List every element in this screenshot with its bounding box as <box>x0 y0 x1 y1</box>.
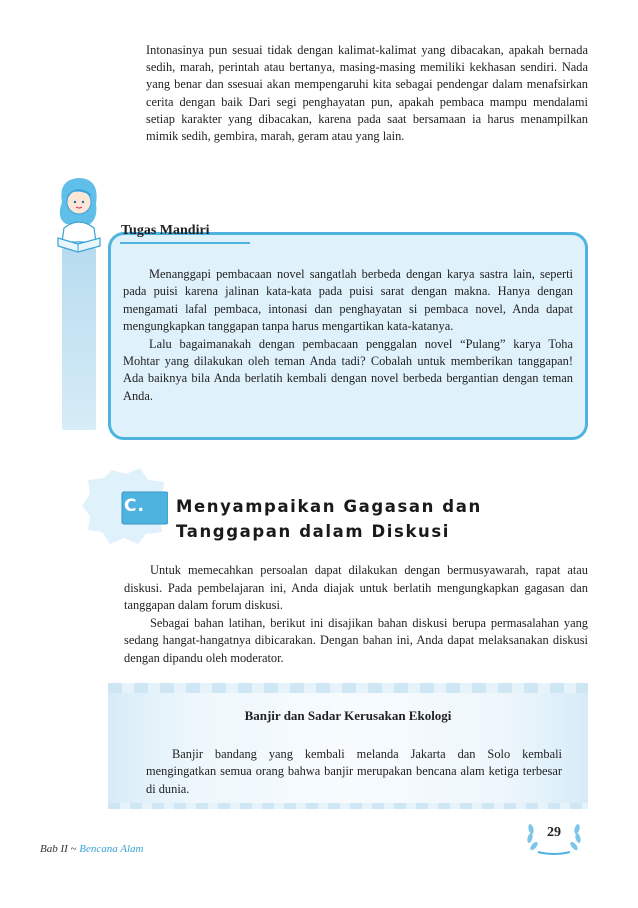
reading-box-title: Banjir dan Sadar Kerusakan Ekologi <box>244 708 452 723</box>
tugas-mandiri-body <box>123 266 573 405</box>
section-letter: C. <box>124 496 145 516</box>
section-body <box>124 562 588 668</box>
chapter-footer <box>40 843 144 855</box>
intro-paragraph: Intonasinya pun sesuai tidak dengan kalimat-kalimat yang dibacakan, apakah bernada sedih, marah, perintah atau bertanya, masing-masing memiliki kekhasan sendiri. Nada yang benar dan ssesuai akan mempengaruhi kita sebagai pendengar dalam menafsirkan cerita dengan baik Dari segi penghayatan pun, apakah pembaca mampu mendalami setiap karakter yang dibacakan, karena pada saat bersamaan ia harus menampilkan mimik sedih, gembira, marah, geram atau yang lain. <box>146 43 588 144</box>
reading-paragraph: Banjir bandang yang kembali melanda Jakarta dan Solo kembali mengingatkan semua orang bahwa banjir merupakan bencana alam ketiga terbesar di dunia. <box>146 747 562 796</box>
page-number: 29 <box>547 825 561 840</box>
section-paragraph-1: Untuk memecahkan persoalan dapat dilakukan dengan bermusyawarah, rapat atau diskusi. Pada pembelajaran ini, Anda diajak untuk berlatih mengungkapkan gagasan dan tanggapan dalam forum diskusi. <box>124 563 588 613</box>
section-title: Menyampaikan Gagasan dan Tanggapan dalam Diskusi <box>176 497 482 541</box>
tugas-paragraph-2: Lalu bagaimanakah dengan pembacaan penggalan novel “Pulang” karya Toha Mohtar yang dilakukan oleh teman Anda tadi? Cobalah untuk memberikan tanggapan! Ada baiknya bila Anda berlatih kembali dengan novel berbeda bergantian dengan teman Anda. <box>123 336 573 403</box>
tugas-title-underline <box>120 242 250 244</box>
tugas-mandiri-title: Tugas Mandiri <box>121 223 210 238</box>
tugas-paragraph-1: Menanggapi pembacaan novel sangatlah berbeda dengan karya sastra lain, seperti pada puisi karena jalinan kata-kata pada puisi sarat dengan makna. Hanya dengan mengamati lafal pembaca, intonasi dan penghayatan si pembaca novel, Anda dapat mengungkapkan tanggapan tanpa harus mengartikan kata-katanya. <box>123 267 573 334</box>
reading-box-text <box>146 746 562 798</box>
section-paragraph-2: Sebagai bahan latihan, berikut ini disajikan bahan diskusi berupa permasalahan yang sedang hangat-hangatnya dibicarakan. Dengan bahan ini, Anda dapat melaksanakan diskusi dengan dipandu oleh moderator. <box>124 615 588 665</box>
student-reading-illustration <box>44 172 114 254</box>
sidebar-decoration-strip <box>62 248 96 430</box>
chapter-label: Bab II ~ <box>40 843 77 855</box>
chapter-name: Bencana Alam <box>79 843 144 855</box>
